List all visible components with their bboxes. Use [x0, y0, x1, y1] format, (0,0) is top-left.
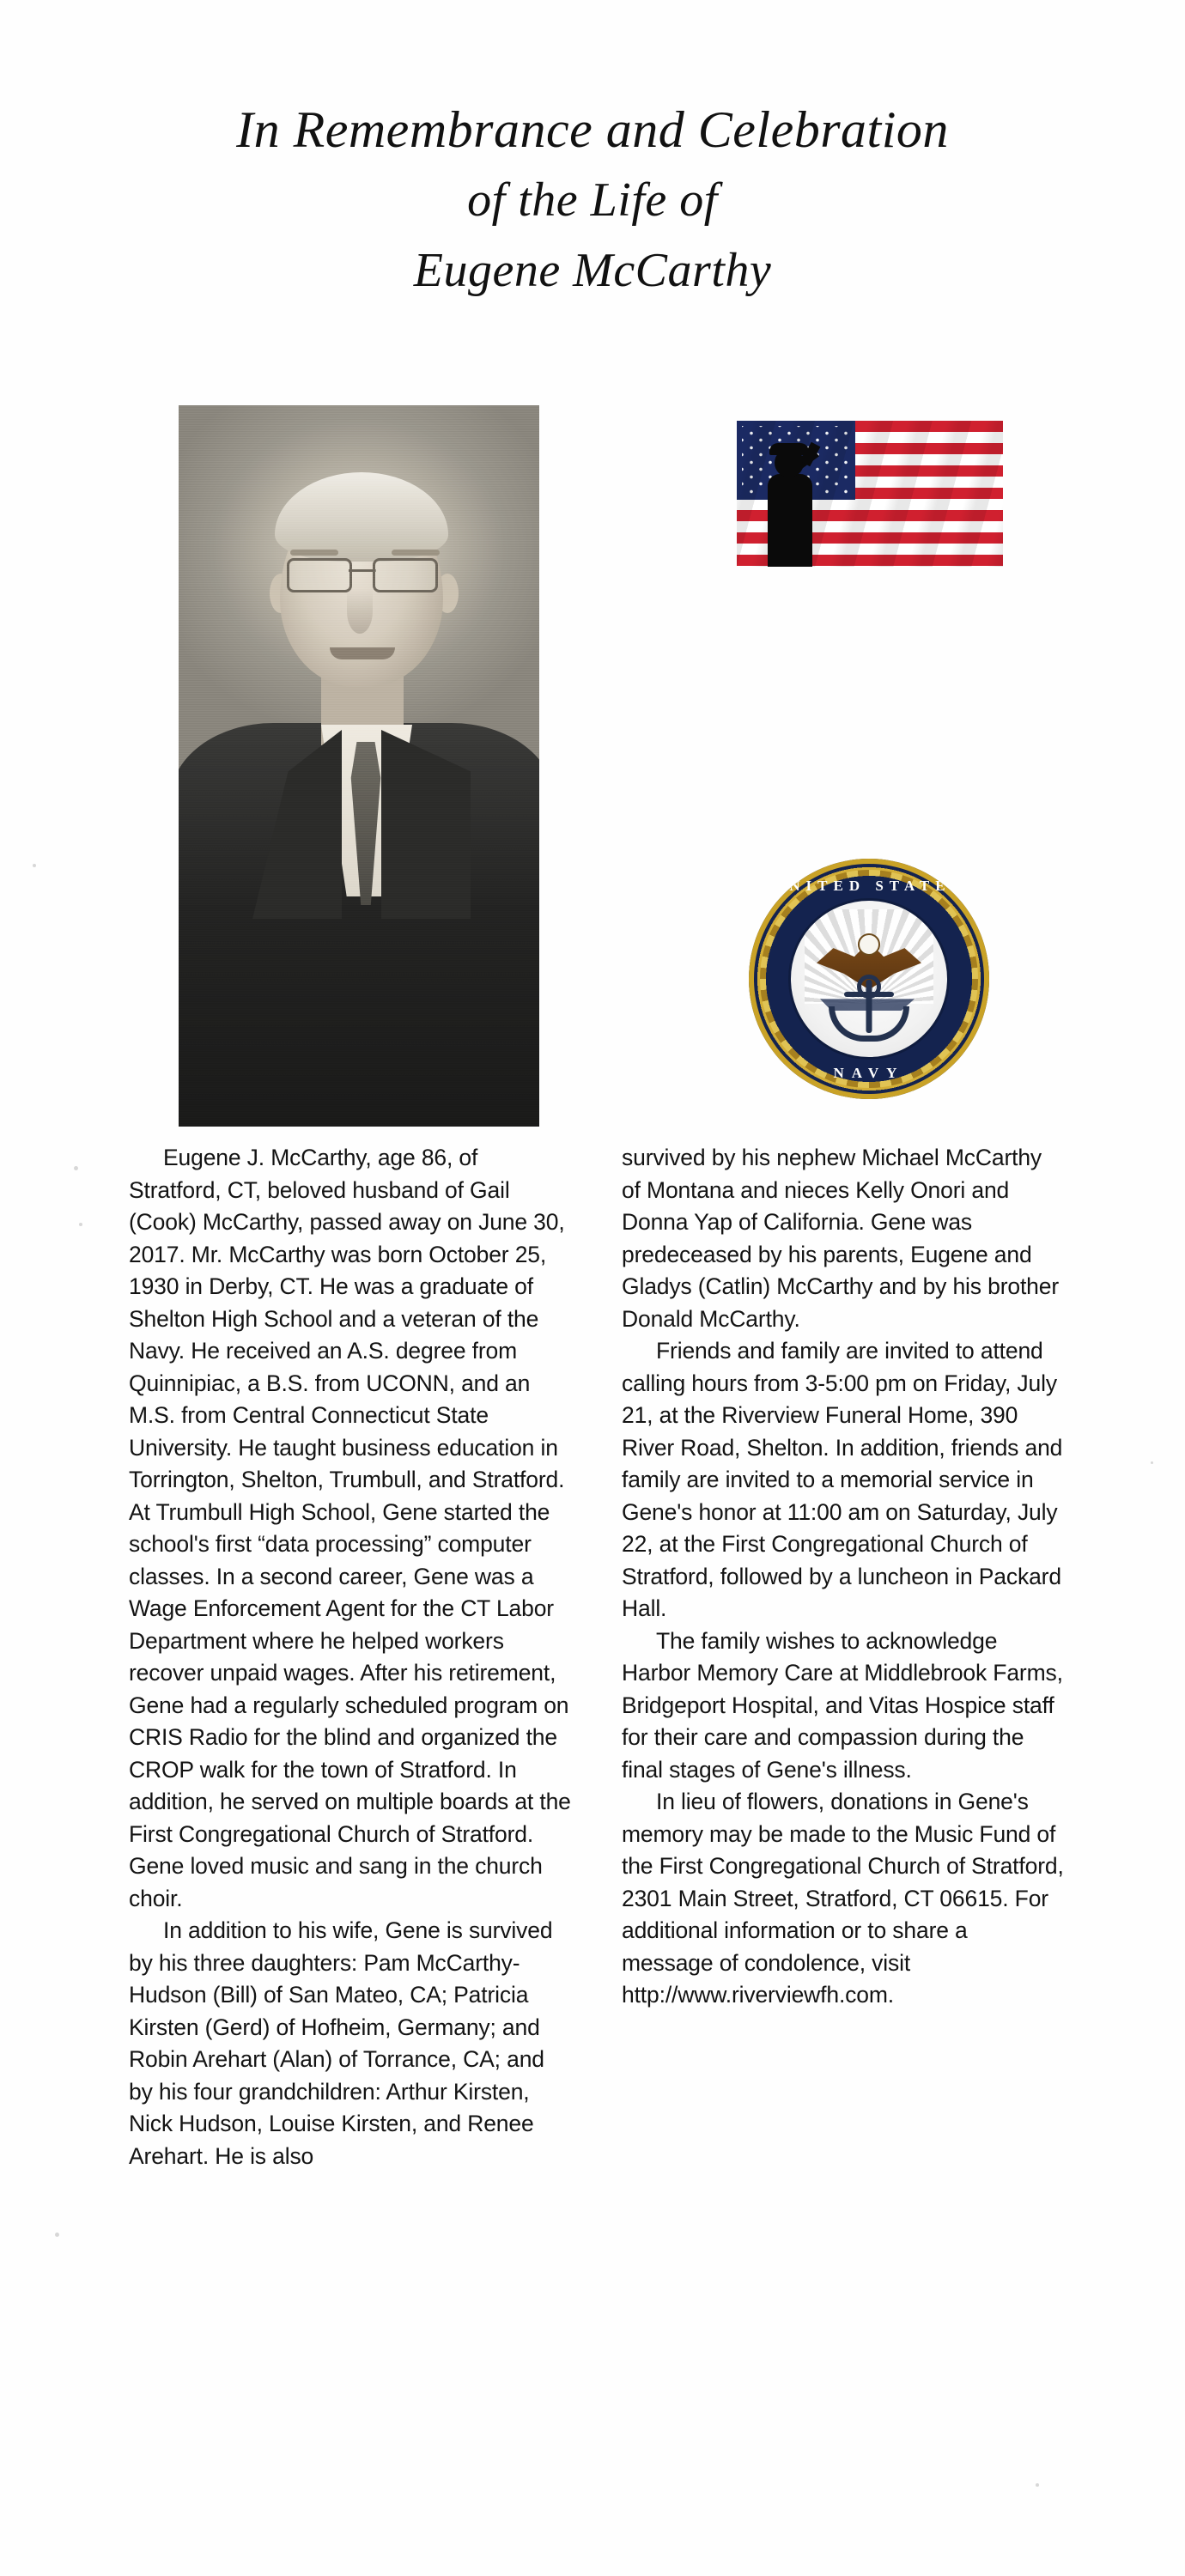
portrait-photo: [179, 405, 539, 1127]
anchor-stock: [844, 992, 894, 997]
paragraph: In addition to his wife, Gene is survived by his three daughters: Pam McCarthy-Hudson (Bill) of San Mateo, CA; Patricia Kirsten (Gerd) of Hofheim, Germany; and Robin Arehart (Alan) of Torrance, CA; and by his four grandchildren: Arthur Kirsten, Nick Hudson, Louise Kirsten, and Renee Arehart. He is also: [129, 1917, 553, 2169]
paragraph: Eugene J. McCarthy, age 86, of Stratford, CT, beloved husband of Gail (Cook) McCarthy, passed away on June 30, 2017. Mr. McCarthy was born October 25, 1930 in Derby, CT. He was a graduate of Shelton High School and a veteran of the Navy. He received an A.S. degree from Quinnipiac, a B.S. from UCONN, and an M.S. from Central Connecticut State University. He taught business education in Torrington, Shelton, Trumbull, and Stratford. At Trumbull High School, Gene started the school's first “data processing” computer classes. In a second career, Gene was a Wage Enforcement Agent for the CT Labor Department where he helped workers recover unpaid wages. After his retirement, Gene had a regularly scheduled program on CRIS Radio for the blind and organized the CROP walk for the town of Stratford. In addition, he served on multiple boards at the First Congregational Church of Stratford. Gene loved music and sang in the church choir.: [129, 1145, 571, 1911]
portrait-eyebrow-left: [290, 550, 338, 556]
anchor-arms: [829, 1006, 909, 1042]
soldier-body: [768, 474, 812, 567]
scan-speck: [1151, 1461, 1153, 1464]
paragraph: survived by his nephew Michael McCarthy of Montana and nieces Kelly Onori and Donna Yap of California. Gene was predeceased by his parents, Eugene and Gladys (Catlin) McCarthy and by his brother Donald McCarthy.: [622, 1145, 1060, 1332]
seal-eagle-head: [858, 933, 880, 956]
seal-text-top: UNITED STATES: [772, 878, 966, 894]
eyeglasses-icon: [287, 558, 438, 589]
right-column: [622, 1142, 1065, 2172]
portrait-smile: [330, 647, 395, 659]
american-flag-image: [737, 421, 1003, 567]
title-line-2: of the Life of: [467, 173, 718, 227]
paragraph: Friends and family are invited to attend calling hours from 3-5:00 pm on Friday, July 21, at the Riverview Funeral Home, 390 River Road, Shelton. In addition, friends and family are invited to a memorial service in Gene's honor at 11:00 am on Saturday, July 22, at the First Congregational Church of Stratford, followed by a luncheon in Packard Hall.: [622, 1338, 1063, 1621]
paragraph: The family wishes to acknowledge Harbor Memory Care at Middlebrook Farms, Bridgeport Hospital, and Vitas Hospice staff for their care and compassion during the final stages of Gene's illness.: [622, 1627, 1063, 1783]
navy-seal-icon: [749, 859, 989, 1099]
left-column: [129, 1142, 572, 2172]
lens-right: [373, 558, 438, 592]
scan-speck: [1036, 2483, 1039, 2487]
title-line-1: In Remembrance and Celebration: [236, 101, 949, 158]
scan-speck: [55, 2233, 59, 2237]
seal-inner-disc: [788, 898, 950, 1060]
obituary-body: [129, 1142, 1065, 2172]
soldier-cap: [769, 443, 809, 455]
saluting-soldier-icon: [749, 422, 831, 567]
scan-speck: [79, 1223, 82, 1226]
title-line-3: Eugene McCarthy: [413, 244, 772, 297]
lens-left: [287, 558, 352, 592]
memorial-heading: [0, 94, 1185, 306]
scan-speck: [74, 1166, 78, 1170]
seal-text-bottom: NAVY: [833, 1065, 905, 1081]
scan-speck: [33, 864, 36, 867]
portrait-eyebrow-right: [392, 550, 440, 556]
portrait-nose: [347, 589, 373, 634]
paragraph: In lieu of flowers, donations in Gene's memory may be made to the Music Fund of the First Congregational Church of Stratford, 2301 Main Street, Stratford, CT 06615. For additional information or to share a message of condolence, visit http://www.riverviewfh.com.: [622, 1789, 1064, 2008]
anchor-icon: [832, 975, 906, 1042]
